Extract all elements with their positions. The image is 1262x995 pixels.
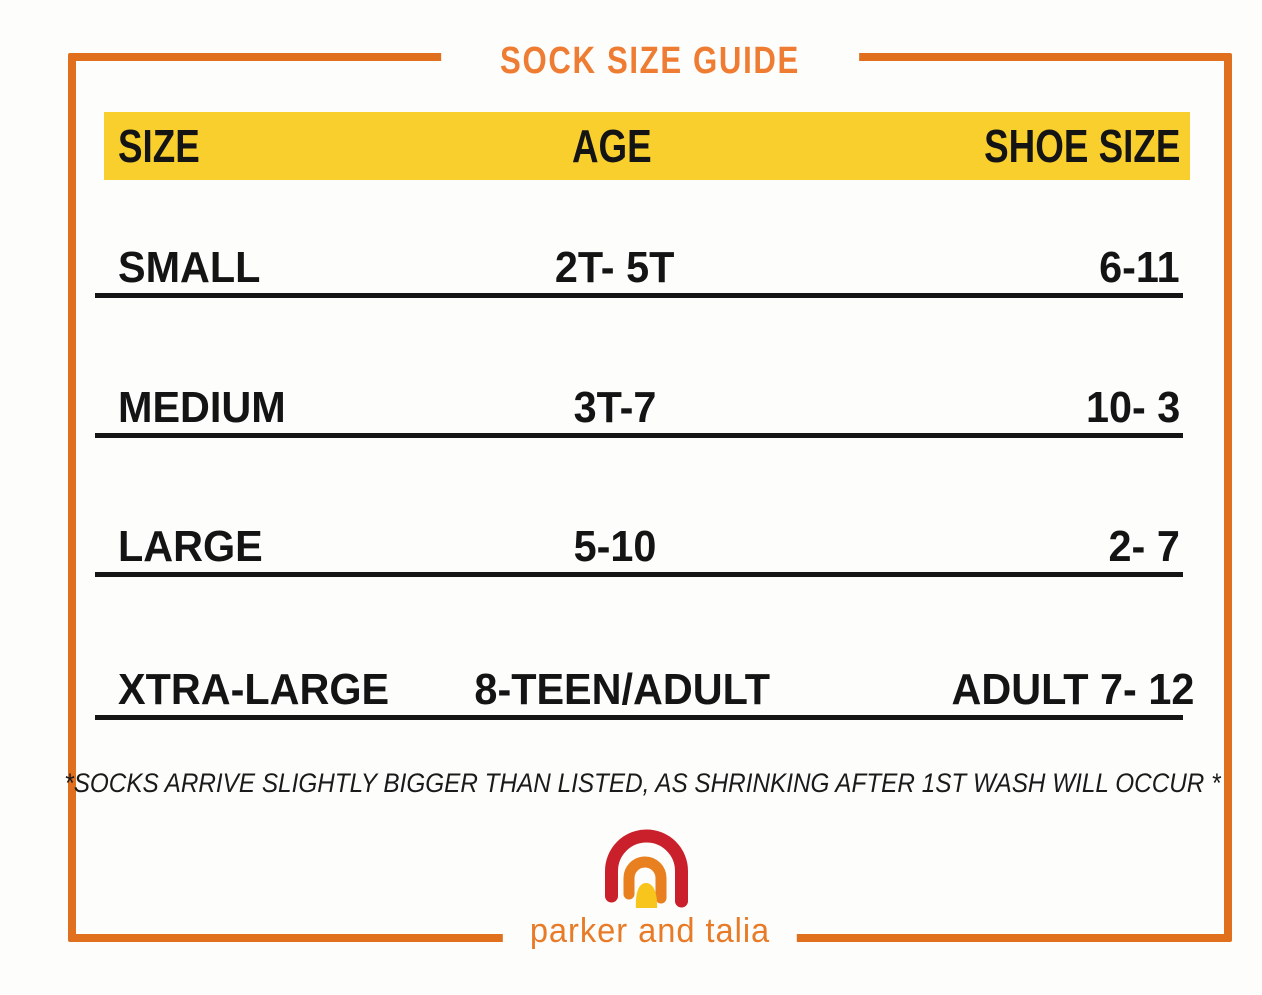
page-title: SOCK SIZE GUIDE bbox=[500, 40, 800, 82]
cell-shoe-size bbox=[828, 665, 1198, 714]
brand-name-wrap bbox=[503, 908, 797, 954]
shrinking-disclaimer bbox=[0, 768, 1262, 799]
cell-age bbox=[465, 243, 813, 292]
shoe-size-value: 6-11 bbox=[1099, 243, 1180, 292]
table-row-xtra-large bbox=[95, 658, 1195, 720]
cell-shoe-size bbox=[813, 522, 1183, 571]
header-age-label: AGE bbox=[572, 120, 652, 172]
table-row-medium bbox=[95, 376, 1183, 438]
rainbow-icon bbox=[600, 828, 692, 912]
header-size-label: SIZE bbox=[118, 120, 200, 172]
cell-shoe-size bbox=[813, 243, 1183, 292]
cell-size bbox=[95, 383, 465, 432]
cell-age bbox=[465, 665, 828, 714]
shoe-size-value: ADULT 7- 12 bbox=[951, 665, 1195, 714]
cell-age bbox=[465, 383, 813, 432]
shrinking-disclaimer-text: *SOCKS ARRIVE SLIGHTLY BIGGER THAN LISTED, AS SHRINKING AFTER 1ST WASH WILL OCCUR * bbox=[64, 768, 1221, 798]
brand-name: parker and talia bbox=[529, 912, 771, 950]
cell-size bbox=[95, 522, 465, 571]
cell-size bbox=[95, 243, 465, 292]
age-value: 2T- 5T bbox=[555, 243, 675, 292]
header-size bbox=[104, 120, 474, 172]
age-value: 8-TEEN/ADULT bbox=[474, 665, 771, 714]
size-value: SMALL bbox=[118, 243, 261, 292]
shoe-size-value: 10- 3 bbox=[1085, 383, 1180, 432]
age-value: 3T-7 bbox=[573, 383, 657, 432]
header-shoe-size-label: SHOE SIZE bbox=[983, 120, 1180, 172]
age-value: 5-10 bbox=[573, 522, 657, 571]
page-title-wrap bbox=[441, 36, 859, 86]
shoe-size-value: 2- 7 bbox=[1108, 522, 1180, 571]
table-row-large bbox=[95, 515, 1183, 577]
orange-frame-border bbox=[68, 53, 1232, 942]
size-value: LARGE bbox=[118, 522, 263, 571]
header-age bbox=[474, 120, 820, 172]
cell-age bbox=[465, 522, 813, 571]
table-row-small bbox=[95, 236, 1183, 298]
size-value: XTRA-LARGE bbox=[118, 665, 390, 714]
cell-size bbox=[95, 665, 465, 714]
size-value: MEDIUM bbox=[118, 383, 286, 432]
header-shoe-size bbox=[820, 120, 1190, 172]
cell-shoe-size bbox=[813, 383, 1183, 432]
table-header-row bbox=[104, 112, 1190, 180]
